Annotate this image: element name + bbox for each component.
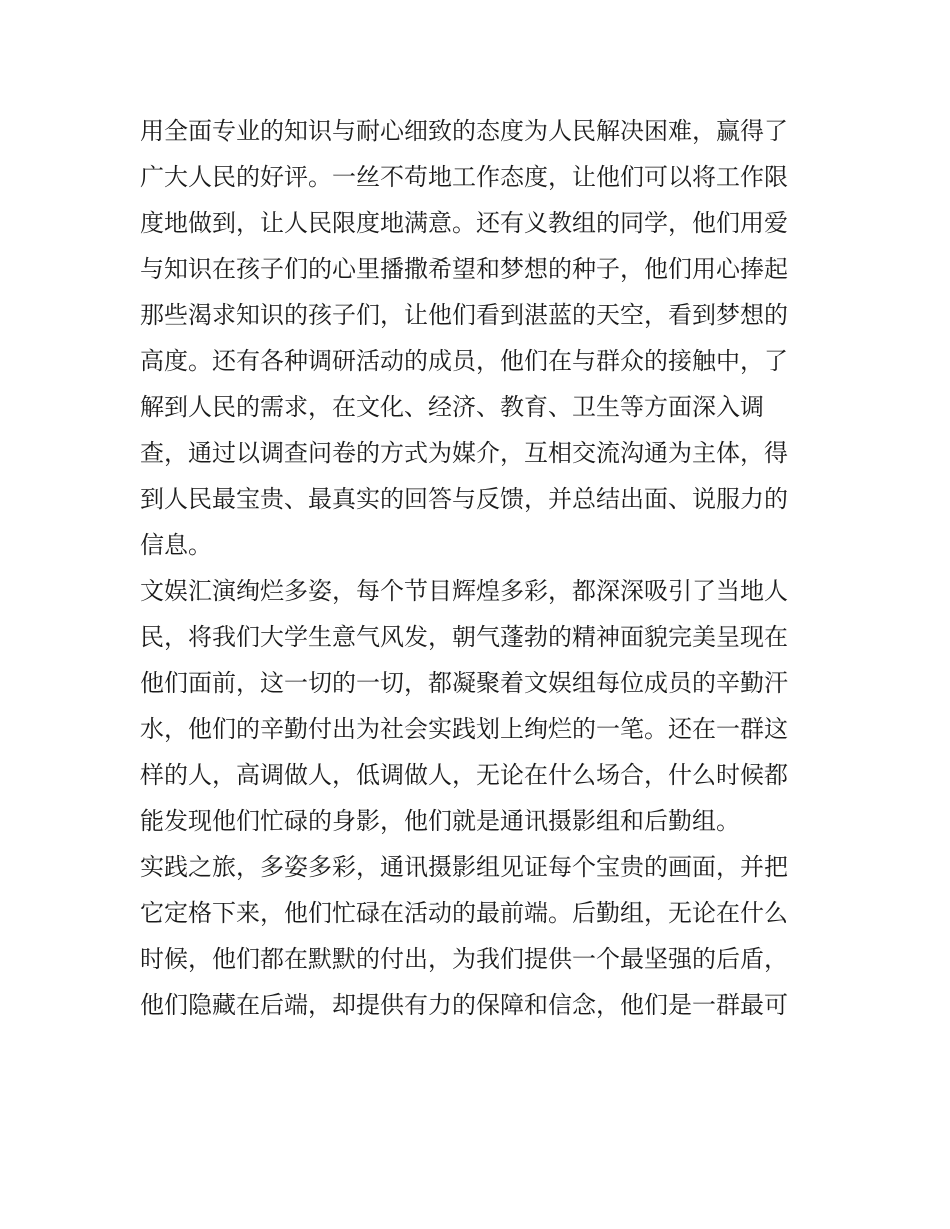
- text-line: 样的人，高调做人，低调做人，无论在什么场合，什么时候都: [140, 761, 788, 789]
- text-line: 水，他们的辛勤付出为社会实践划上绚烂的一笔。还在一群这: [140, 715, 788, 743]
- text-line: 用全面专业的知识与耐心细致的态度为人民解决困难，赢得了: [140, 117, 788, 145]
- text-line: 它定格下来，他们忙碌在活动的最前端。后勤组，无论在什么: [140, 899, 788, 927]
- paragraph-3: [140, 844, 812, 1028]
- text-line: 广大人民的好评。一丝不苟地工作态度，让他们可以将工作限: [140, 163, 788, 191]
- text-line: 那些渴求知识的孩子们，让他们看到湛蓝的天空，看到梦想的: [140, 301, 788, 329]
- text-line: 他们面前，这一切的一切，都凝聚着文娱组每位成员的辛勤汗: [140, 669, 788, 697]
- document-body: [140, 108, 812, 1028]
- text-line: 时候，他们都在默默的付出，为我们提供一个最坚强的后盾，: [140, 945, 788, 973]
- text-line: 高度。还有各种调研活动的成员，他们在与群众的接触中，了: [140, 347, 788, 375]
- text-line: 信息。: [140, 531, 212, 559]
- text-line: 度地做到，让人民限度地满意。还有义教组的同学，他们用爱: [140, 209, 788, 237]
- text-line: 民，将我们大学生意气风发，朝气蓬勃的精神面貌完美呈现在: [140, 623, 788, 651]
- text-line: 能发现他们忙碌的身影，他们就是通讯摄影组和后勤组。: [140, 807, 740, 835]
- text-line: 查，通过以调查问卷的方式为媒介，互相交流沟通为主体，得: [140, 439, 788, 467]
- text-line: 实践之旅，多姿多彩，通讯摄影组见证每个宝贵的画面，并把: [140, 853, 788, 881]
- paragraph-2: [140, 568, 812, 844]
- text-line: 他们隐藏在后端，却提供有力的保障和信念，他们是一群最可: [140, 991, 788, 1019]
- paragraph-1: [140, 108, 812, 568]
- text-line: 与知识在孩子们的心里播撒希望和梦想的种子，他们用心捧起: [140, 255, 788, 283]
- text-line: 解到人民的需求，在文化、经济、教育、卫生等方面深入调: [140, 393, 764, 421]
- text-line: 文娱汇演绚烂多姿，每个节目辉煌多彩，都深深吸引了当地人: [140, 577, 788, 605]
- text-line: 到人民最宝贵、最真实的回答与反馈，并总结出面、说服力的: [140, 485, 788, 513]
